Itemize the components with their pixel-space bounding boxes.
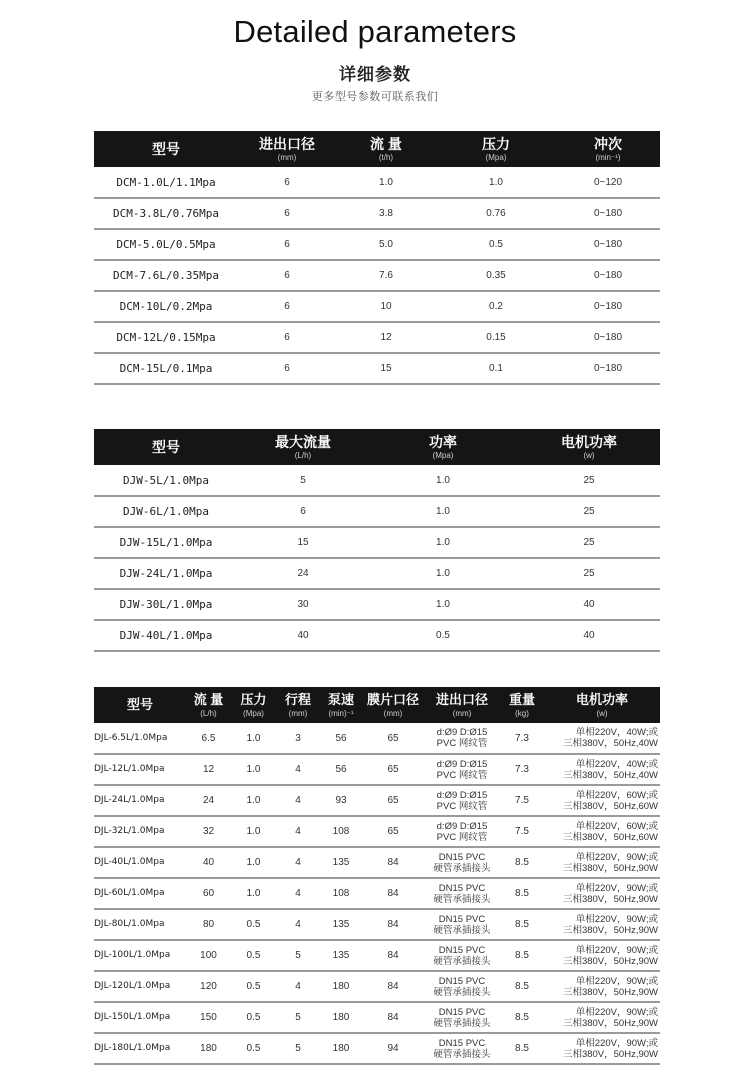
port-line: DN15 PVC — [438, 975, 486, 987]
model-cell: DCM-3.8L/0.76Mpa — [94, 198, 238, 229]
port-line: DN15 PVC — [438, 1006, 486, 1018]
table-row — [94, 558, 660, 589]
diaphragm-cell: 84 — [362, 847, 424, 878]
djl-header-3 — [276, 687, 320, 723]
model-cell: DJW-30L/1.0Mpa — [94, 589, 238, 620]
djl-table-header — [94, 687, 660, 723]
weight-cell: 8.5 — [500, 1033, 544, 1064]
value-cell: 0.5 — [436, 229, 556, 260]
motor-line: 单相220V，90W;或 — [575, 1037, 658, 1049]
model-cell: DJW-5L/1.0Mpa — [94, 465, 238, 496]
pressure-cell: 1.0 — [231, 785, 276, 816]
table-row — [94, 940, 660, 971]
value-cell: 0.5 — [368, 620, 518, 651]
table-row — [94, 909, 660, 940]
flow-cell: 40 — [186, 847, 231, 878]
port-line: d:Ø9 D:Ø15 — [436, 820, 488, 832]
value-cell: 30 — [238, 589, 368, 620]
column-unit: (kg) — [515, 708, 529, 718]
djw-table-header — [94, 429, 660, 465]
motor-cell — [544, 971, 660, 1002]
value-cell: 0~180 — [556, 322, 660, 353]
table-row — [94, 754, 660, 785]
pressure-cell: 1.0 — [231, 878, 276, 909]
value-cell: 7.6 — [336, 260, 436, 291]
value-cell: 0.15 — [436, 322, 556, 353]
port-line: d:Ø9 D:Ø15 — [436, 789, 488, 801]
column-label: 电机功率 — [561, 433, 617, 450]
column-unit: (w) — [596, 708, 608, 718]
page-subtitle: 详细参数 — [339, 65, 411, 84]
model-cell: DJL-120L/1.0Mpa — [94, 971, 186, 1002]
table-row — [94, 971, 660, 1002]
motor-line: 三相380V，50Hz,90W — [562, 862, 658, 874]
port-cell — [424, 723, 500, 754]
speed-cell: 56 — [320, 754, 362, 785]
motor-line: 三相380V，50Hz,40W — [562, 769, 658, 781]
speed-cell: 93 — [320, 785, 362, 816]
model-cell: DJL-80L/1.0Mpa — [94, 909, 186, 940]
diaphragm-cell: 65 — [362, 785, 424, 816]
column-unit: (Mpa) — [485, 152, 507, 162]
column-unit: (mm) — [277, 152, 297, 162]
djl-parameters-table — [94, 687, 660, 1065]
motor-line: 单相220V，90W;或 — [575, 944, 658, 956]
port-line: PVC 网纹管 — [436, 831, 488, 843]
value-cell: 6 — [238, 353, 336, 384]
column-label: 进出口径 — [435, 691, 488, 707]
page-title: Detailed parameters — [233, 14, 517, 49]
table-row — [94, 589, 660, 620]
diaphragm-cell: 94 — [362, 1033, 424, 1064]
port-line: PVC 网纹管 — [436, 769, 488, 781]
column-label: 流 量 — [370, 135, 402, 152]
value-cell: 15 — [238, 527, 368, 558]
flow-cell: 100 — [186, 940, 231, 971]
model-cell: DJL-150L/1.0Mpa — [94, 1002, 186, 1033]
value-cell: 0~180 — [556, 229, 660, 260]
motor-line: 单相220V，60W;或 — [575, 789, 658, 801]
dcm-header-4 — [556, 131, 660, 167]
port-line: 硬管承插接头 — [433, 955, 491, 967]
djw-header-1 — [238, 429, 368, 465]
value-cell: 6 — [238, 229, 336, 260]
stroke-cell: 4 — [276, 785, 320, 816]
pressure-cell: 1.0 — [231, 723, 276, 754]
value-cell: 1.0 — [368, 558, 518, 589]
table-row — [94, 465, 660, 496]
column-unit: (mm) — [383, 708, 403, 718]
column-unit: (min⁻¹) — [595, 152, 621, 162]
column-label: 功率 — [429, 433, 457, 450]
table-row — [94, 1002, 660, 1033]
table-row — [94, 322, 660, 353]
flow-cell: 32 — [186, 816, 231, 847]
table-row — [94, 723, 660, 754]
column-label: 型号 — [152, 439, 180, 455]
stroke-cell: 4 — [276, 971, 320, 1002]
table-row — [94, 291, 660, 322]
column-unit: (min)⁻¹ — [328, 708, 354, 718]
flow-cell: 120 — [186, 971, 231, 1002]
value-cell: 0~180 — [556, 353, 660, 384]
weight-cell: 7.3 — [500, 723, 544, 754]
motor-cell — [544, 1002, 660, 1033]
column-unit: (Mpa) — [243, 708, 264, 718]
value-cell: 25 — [518, 558, 660, 589]
port-cell — [424, 785, 500, 816]
djw-header-3 — [518, 429, 660, 465]
diaphragm-cell: 84 — [362, 878, 424, 909]
motor-cell — [544, 723, 660, 754]
weight-cell: 7.5 — [500, 785, 544, 816]
djw-parameters-table — [94, 429, 660, 652]
table-row — [94, 785, 660, 816]
model-cell: DJL-32L/1.0Mpa — [94, 816, 186, 847]
model-cell: DJW-24L/1.0Mpa — [94, 558, 238, 589]
column-label: 流 量 — [193, 691, 224, 707]
dcm-header-0 — [94, 131, 238, 167]
value-cell: 6 — [238, 291, 336, 322]
column-label: 冲次 — [594, 135, 622, 152]
value-cell: 0.1 — [436, 353, 556, 384]
djl-header-7 — [500, 687, 544, 723]
value-cell: 6 — [238, 496, 368, 527]
flow-cell: 80 — [186, 909, 231, 940]
djl-header-2 — [231, 687, 276, 723]
model-cell: DCM-5.0L/0.5Mpa — [94, 229, 238, 260]
value-cell: 25 — [518, 527, 660, 558]
column-unit: (w) — [583, 450, 595, 460]
pressure-cell: 0.5 — [231, 940, 276, 971]
model-cell: DJL-24L/1.0Mpa — [94, 785, 186, 816]
table-row — [94, 816, 660, 847]
djw-header-2 — [368, 429, 518, 465]
value-cell: 10 — [336, 291, 436, 322]
table-row — [94, 260, 660, 291]
djl-header-4 — [320, 687, 362, 723]
dcm-table-header — [94, 131, 660, 167]
port-line: 硬管承插接头 — [433, 924, 491, 936]
motor-line: 三相380V，50Hz,90W — [562, 1017, 658, 1029]
diaphragm-cell: 65 — [362, 816, 424, 847]
column-unit: (Mpa) — [432, 450, 454, 460]
port-cell — [424, 971, 500, 1002]
motor-cell — [544, 909, 660, 940]
djl-header-0 — [94, 687, 186, 723]
port-cell — [424, 878, 500, 909]
pressure-cell: 1.0 — [231, 816, 276, 847]
table-row — [94, 353, 660, 384]
stroke-cell: 4 — [276, 816, 320, 847]
flow-cell: 60 — [186, 878, 231, 909]
motor-line: 单相220V，90W;或 — [575, 913, 658, 925]
model-cell: DCM-12L/0.15Mpa — [94, 322, 238, 353]
motor-cell — [544, 816, 660, 847]
djl-header-5 — [362, 687, 424, 723]
value-cell: 40 — [238, 620, 368, 651]
port-cell — [424, 1033, 500, 1064]
value-cell: 0.35 — [436, 260, 556, 291]
column-label: 行程 — [284, 691, 311, 707]
speed-cell: 180 — [320, 1033, 362, 1064]
diaphragm-cell: 84 — [362, 971, 424, 1002]
model-cell: DJL-100L/1.0Mpa — [94, 940, 186, 971]
motor-line: 单相220V，60W;或 — [575, 820, 658, 832]
column-label: 膜片口径 — [366, 691, 419, 707]
motor-line: 三相380V，50Hz,40W — [562, 738, 658, 749]
column-unit: (mm) — [452, 708, 472, 718]
value-cell: 0.76 — [436, 198, 556, 229]
value-cell: 40 — [518, 620, 660, 651]
weight-cell: 8.5 — [500, 940, 544, 971]
port-line: DN15 PVC — [438, 851, 486, 863]
port-line: PVC 网纹管 — [436, 800, 488, 812]
motor-line: 三相380V，50Hz,90W — [562, 924, 658, 936]
model-cell: DCM-7.6L/0.35Mpa — [94, 260, 238, 291]
dcm-table-body — [94, 167, 660, 384]
model-cell: DJW-15L/1.0Mpa — [94, 527, 238, 558]
motor-line: 单相220V，90W;或 — [575, 1006, 658, 1018]
motor-line: 三相380V，50Hz,90W — [562, 1048, 658, 1060]
model-cell: DCM-10L/0.2Mpa — [94, 291, 238, 322]
column-label: 进出口径 — [259, 135, 315, 152]
column-label: 重量 — [508, 691, 535, 707]
port-line: d:Ø9 D:Ø15 — [436, 727, 488, 738]
weight-cell: 8.5 — [500, 878, 544, 909]
speed-cell: 180 — [320, 1002, 362, 1033]
table-row — [94, 620, 660, 651]
dcm-parameters-table — [94, 131, 660, 385]
value-cell: 1.0 — [336, 167, 436, 198]
column-label: 电机功率 — [575, 691, 628, 707]
stroke-cell: 4 — [276, 847, 320, 878]
column-unit: (L/h) — [294, 450, 312, 460]
motor-line: 三相380V，50Hz,90W — [562, 986, 658, 998]
value-cell: 25 — [518, 496, 660, 527]
column-unit: (L/h) — [200, 708, 217, 718]
model-cell: DJL-180L/1.0Mpa — [94, 1033, 186, 1064]
value-cell: 0.2 — [436, 291, 556, 322]
speed-cell: 108 — [320, 878, 362, 909]
stroke-cell: 3 — [276, 723, 320, 754]
model-cell: DJL-60L/1.0Mpa — [94, 878, 186, 909]
stroke-cell: 4 — [276, 878, 320, 909]
value-cell: 1.0 — [436, 167, 556, 198]
weight-cell: 7.3 — [500, 754, 544, 785]
table-row — [94, 878, 660, 909]
stroke-cell: 4 — [276, 754, 320, 785]
weight-cell: 7.5 — [500, 816, 544, 847]
port-cell — [424, 909, 500, 940]
model-cell: DJW-6L/1.0Mpa — [94, 496, 238, 527]
contact-note: 更多型号参数可联系我们 — [311, 91, 439, 103]
flow-cell: 24 — [186, 785, 231, 816]
motor-line: 单相220V，90W;或 — [575, 851, 658, 863]
motor-line: 三相380V，50Hz,60W — [562, 800, 658, 812]
motor-cell — [544, 754, 660, 785]
port-cell — [424, 754, 500, 785]
table-row — [94, 496, 660, 527]
value-cell: 24 — [238, 558, 368, 589]
dcm-header-1 — [238, 131, 336, 167]
value-cell: 1.0 — [368, 589, 518, 620]
diaphragm-cell: 84 — [362, 909, 424, 940]
motor-line: 单相220V，40W;或 — [575, 758, 658, 770]
column-unit: (mm) — [288, 708, 308, 718]
motor-cell — [544, 785, 660, 816]
diaphragm-cell: 84 — [362, 1002, 424, 1033]
value-cell: 1.0 — [368, 496, 518, 527]
motor-line: 三相380V，50Hz,90W — [562, 955, 658, 967]
motor-cell — [544, 940, 660, 971]
weight-cell: 8.5 — [500, 1002, 544, 1033]
dcm-header-3 — [436, 131, 556, 167]
column-unit: (t/h) — [378, 152, 394, 162]
value-cell: 0~120 — [556, 167, 660, 198]
model-cell: DCM-1.0L/1.1Mpa — [94, 167, 238, 198]
motor-cell — [544, 878, 660, 909]
weight-cell: 8.5 — [500, 847, 544, 878]
port-line: PVC 网纹管 — [436, 738, 488, 749]
djl-header-8 — [544, 687, 660, 723]
column-label: 压力 — [240, 691, 267, 707]
value-cell: 12 — [336, 322, 436, 353]
motor-line: 单相220V，90W;或 — [575, 975, 658, 987]
value-cell: 0~180 — [556, 260, 660, 291]
speed-cell: 135 — [320, 909, 362, 940]
motor-cell — [544, 1033, 660, 1064]
model-cell: DJL-6.5L/1.0Mpa — [94, 723, 186, 754]
value-cell: 1.0 — [368, 465, 518, 496]
port-cell — [424, 847, 500, 878]
table-row — [94, 847, 660, 878]
model-cell: DCM-15L/0.1Mpa — [94, 353, 238, 384]
value-cell: 40 — [518, 589, 660, 620]
djl-header-6 — [424, 687, 500, 723]
value-cell: 6 — [238, 198, 336, 229]
pressure-cell: 0.5 — [231, 1002, 276, 1033]
stroke-cell: 4 — [276, 909, 320, 940]
djl-table-body — [94, 723, 660, 1064]
flow-cell: 180 — [186, 1033, 231, 1064]
value-cell: 0~180 — [556, 198, 660, 229]
motor-line: 单相220V，40W;或 — [575, 727, 658, 738]
value-cell: 6 — [238, 260, 336, 291]
djl-header-1 — [186, 687, 231, 723]
value-cell: 1.0 — [368, 527, 518, 558]
value-cell: 25 — [518, 465, 660, 496]
diaphragm-cell: 84 — [362, 940, 424, 971]
table-row — [94, 527, 660, 558]
motor-line: 三相380V，50Hz,60W — [562, 831, 658, 843]
port-line: 硬管承插接头 — [433, 893, 491, 905]
speed-cell: 135 — [320, 847, 362, 878]
column-label: 泵速 — [327, 691, 354, 707]
value-cell: 6 — [238, 322, 336, 353]
dcm-header-2 — [336, 131, 436, 167]
model-cell: DJL-40L/1.0Mpa — [94, 847, 186, 878]
pressure-cell: 0.5 — [231, 1033, 276, 1064]
port-cell — [424, 1002, 500, 1033]
table-row — [94, 167, 660, 198]
djw-header-0 — [94, 429, 238, 465]
pressure-cell: 1.0 — [231, 754, 276, 785]
port-cell — [424, 940, 500, 971]
value-cell: 3.8 — [336, 198, 436, 229]
diaphragm-cell: 65 — [362, 754, 424, 785]
port-line: 硬管承插接头 — [433, 862, 491, 874]
speed-cell: 180 — [320, 971, 362, 1002]
djw-table-body — [94, 465, 660, 651]
flow-cell: 6.5 — [186, 723, 231, 754]
port-line: DN15 PVC — [438, 913, 486, 925]
model-cell: DJW-40L/1.0Mpa — [94, 620, 238, 651]
port-line: d:Ø9 D:Ø15 — [436, 758, 488, 770]
table-row — [94, 229, 660, 260]
motor-line: 三相380V，50Hz,90W — [562, 893, 658, 905]
stroke-cell: 5 — [276, 1033, 320, 1064]
value-cell: 5 — [238, 465, 368, 496]
port-line: 硬管承插接头 — [433, 986, 491, 998]
table-row — [94, 1033, 660, 1064]
stroke-cell: 5 — [276, 1002, 320, 1033]
motor-line: 单相220V，90W;或 — [575, 882, 658, 894]
stroke-cell: 5 — [276, 940, 320, 971]
value-cell: 15 — [336, 353, 436, 384]
column-label: 最大流量 — [275, 433, 331, 450]
speed-cell: 108 — [320, 816, 362, 847]
model-cell: DJL-12L/1.0Mpa — [94, 754, 186, 785]
port-line: 硬管承插接头 — [433, 1017, 491, 1029]
pressure-cell: 0.5 — [231, 971, 276, 1002]
value-cell: 6 — [238, 167, 336, 198]
port-line: DN15 PVC — [438, 882, 486, 894]
motor-cell — [544, 847, 660, 878]
value-cell: 5.0 — [336, 229, 436, 260]
table-row — [94, 198, 660, 229]
port-line: DN15 PVC — [438, 944, 486, 956]
pressure-cell: 1.0 — [231, 847, 276, 878]
port-line: DN15 PVC — [438, 1037, 486, 1049]
column-label: 压力 — [482, 135, 510, 152]
port-line: 硬管承插接头 — [433, 1048, 491, 1060]
value-cell: 0~180 — [556, 291, 660, 322]
port-cell — [424, 816, 500, 847]
pressure-cell: 0.5 — [231, 909, 276, 940]
column-label: 型号 — [152, 141, 180, 157]
weight-cell: 8.5 — [500, 971, 544, 1002]
weight-cell: 8.5 — [500, 909, 544, 940]
column-label: 型号 — [126, 697, 153, 712]
diaphragm-cell: 65 — [362, 723, 424, 754]
flow-cell: 150 — [186, 1002, 231, 1033]
speed-cell: 56 — [320, 723, 362, 754]
speed-cell: 135 — [320, 940, 362, 971]
flow-cell: 12 — [186, 754, 231, 785]
